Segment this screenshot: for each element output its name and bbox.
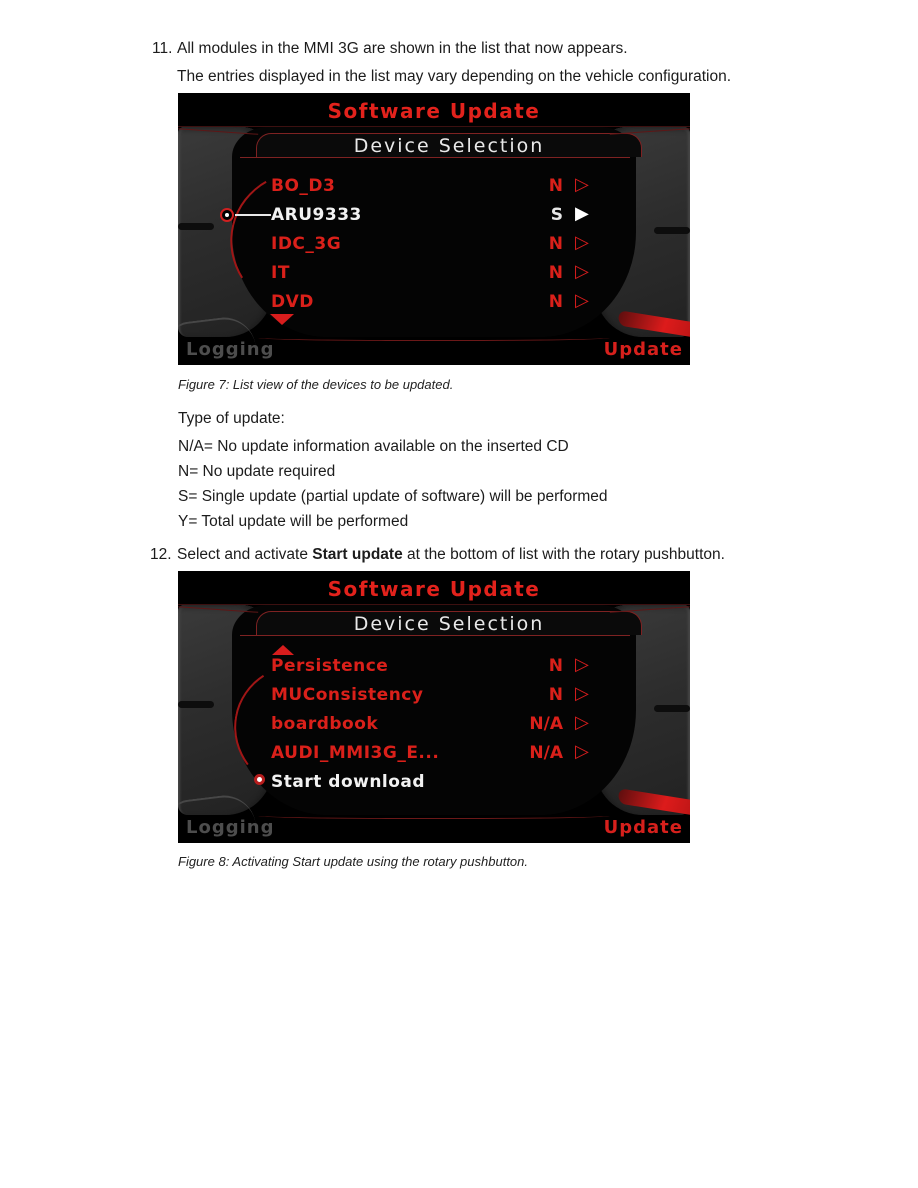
device-row[interactable] (271, 743, 601, 767)
device-row[interactable] (271, 685, 601, 709)
device-row[interactable] (271, 234, 601, 258)
bezel-vent-left (178, 223, 214, 230)
row-arrow-outline-icon: ▷ (575, 261, 589, 282)
rotary-selector-icon (254, 774, 265, 785)
row-arrow-outline-icon: ▷ (575, 654, 589, 675)
row-arrow-outline-icon: ▷ (575, 232, 589, 253)
mmi-screenshot-figure8 (178, 571, 690, 843)
scroll-down-icon (270, 314, 294, 325)
mmi-title: Software Update (327, 99, 541, 123)
row-arrow-outline-icon: ▷ (575, 683, 589, 704)
row-arrow-outline-icon: ▷ (575, 290, 589, 311)
type-line-n: N= No update required (178, 463, 336, 480)
device-row[interactable] (271, 714, 601, 738)
device-label: MUConsistency (271, 685, 424, 705)
device-row[interactable] (271, 772, 601, 796)
device-row[interactable] (271, 292, 601, 316)
step-12-number: 12. (150, 546, 172, 563)
update-status: N (548, 176, 563, 196)
mmi-title: Software Update (327, 577, 541, 601)
softkey-update[interactable]: Update (603, 817, 683, 838)
update-status: S (550, 205, 563, 225)
update-status: N/A (529, 714, 563, 734)
type-line-s: S= Single update (partial update of software) will be performed (178, 488, 608, 505)
device-selection-header: Device Selection (256, 133, 642, 157)
type-line-y: Y= Total update will be performed (178, 513, 409, 530)
device-row[interactable] (271, 656, 601, 680)
title-separator-line (178, 604, 690, 605)
device-label: boardbook (271, 714, 379, 734)
step-11-line1: All modules in the MMI 3G are shown in the list that now appears. (177, 40, 628, 57)
mmi-screenshot-figure7 (178, 93, 690, 365)
step-12-text-before: Select and activate (177, 546, 313, 563)
title-separator-line (178, 126, 690, 127)
device-label: DVD (271, 292, 314, 312)
step-12-line (177, 545, 725, 565)
device-label: ARU9333 (271, 205, 362, 225)
device-label: IT (271, 263, 290, 283)
row-arrow-outline-icon: ▷ (575, 174, 589, 195)
device-label: AUDI_MMI3G_E... (271, 743, 440, 763)
device-row[interactable] (271, 263, 601, 287)
device-label: IDC_3G (271, 234, 342, 254)
row-arrow-outline-icon: ▷ (575, 712, 589, 733)
update-status: N (548, 685, 563, 705)
figure7-caption: Figure 7: List view of the devices to be updated. (178, 377, 454, 392)
step-12-bold: Start update (312, 546, 403, 563)
header-separator-line (240, 635, 630, 636)
scroll-up-icon (272, 645, 294, 655)
figure8-caption: Figure 8: Activating Start update using the rotary pushbutton. (178, 854, 529, 869)
device-selection-header: Device Selection (256, 611, 642, 635)
step-11-number: 11. (152, 40, 173, 57)
type-line-na: N/A= No update information available on the inserted CD (178, 438, 569, 455)
softkey-logging[interactable]: Logging (186, 339, 275, 360)
selector-pointer-line (235, 214, 271, 216)
row-arrow-outline-icon: ▷ (575, 741, 589, 762)
device-label: BO_D3 (271, 176, 336, 196)
bezel-vent-right (654, 227, 690, 234)
step-11-line2: The entries displayed in the list may vary depending on the vehicle configuration. (177, 68, 732, 85)
device-label: Persistence (271, 656, 389, 676)
step-12-text-after: at the bottom of list with the rotary pushbutton. (402, 546, 725, 563)
rotary-selector-icon (220, 208, 234, 222)
update-status: N (548, 292, 563, 312)
update-status: N/A (529, 743, 563, 763)
update-status: N (548, 234, 563, 254)
softkey-update[interactable]: Update (603, 339, 683, 360)
display-bottom-line (258, 812, 610, 819)
header-separator-line (240, 157, 630, 158)
display-bottom-line (258, 334, 610, 341)
update-status: N (548, 656, 563, 676)
row-arrow-filled-icon: ▶ (575, 203, 589, 224)
device-row[interactable] (271, 205, 601, 229)
softkey-logging[interactable]: Logging (186, 817, 275, 838)
device-row[interactable] (271, 176, 601, 200)
type-of-update-heading: Type of update: (178, 410, 285, 427)
device-label: Start download (271, 772, 426, 792)
bezel-vent-left (178, 701, 214, 708)
bezel-vent-right (654, 705, 690, 712)
update-status: N (548, 263, 563, 283)
